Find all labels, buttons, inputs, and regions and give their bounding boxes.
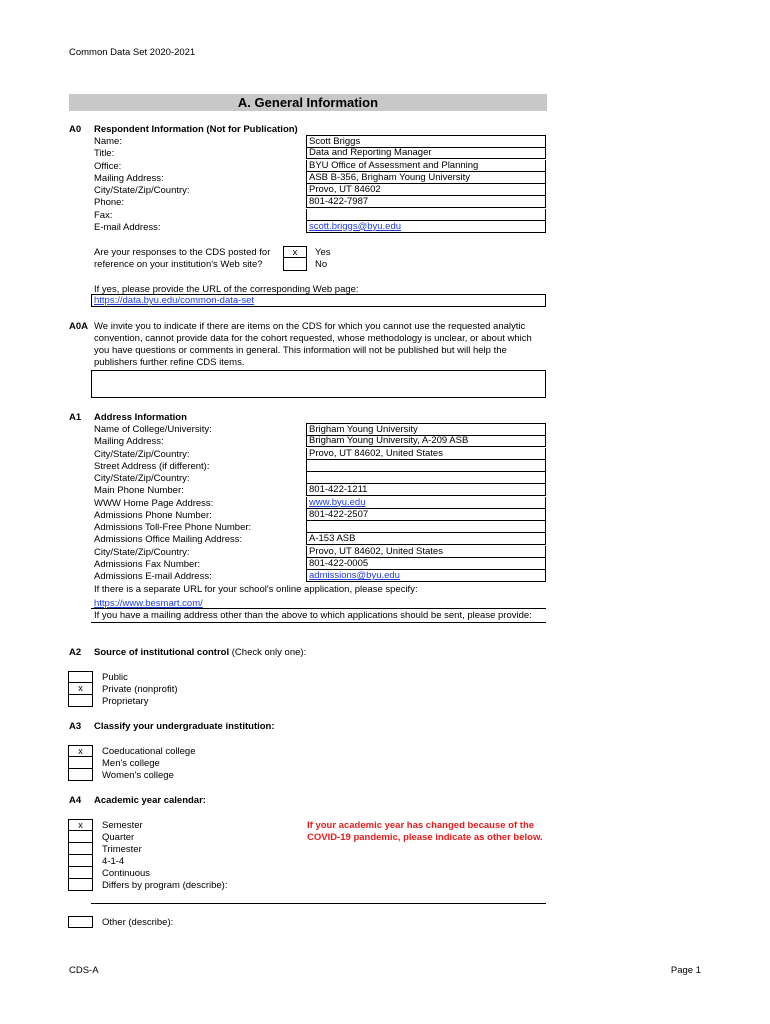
a0-row-label: Fax: (94, 209, 113, 221)
a0a-code: A0A (69, 321, 89, 332)
a1-row-value[interactable]: admissions@byu.edu (309, 570, 400, 581)
a1-row-label: Admissions Office Mailing Address: (94, 534, 243, 546)
a1-heading: Address Information (94, 412, 187, 423)
a1-row-field[interactable] (306, 472, 546, 484)
a4-option-label: Differs by program (describe): (102, 880, 228, 891)
a0-row-label: E-mail Address: (94, 221, 161, 233)
other-mailing-question: If you have a mailing address other than the above to which applications should be sent, please provide: (94, 610, 532, 621)
a1-row-label: City/State/Zip/Country: (94, 473, 190, 484)
a1-row-field[interactable] (306, 497, 546, 509)
document-header: Common Data Set 2020-2021 (69, 47, 196, 58)
a0-row-field[interactable] (306, 135, 546, 148)
a3-option-checkbox[interactable] (68, 769, 93, 781)
posted-question-line1: Are your responses to the CDS posted for (94, 247, 271, 258)
a2-code: A2 (69, 647, 82, 658)
a0-row-field[interactable] (306, 209, 546, 221)
a0a-text-line3: you have questions or comments in general. This information will not be published but will help the (94, 345, 507, 356)
a1-row-label: Admissions Phone Number: (94, 509, 212, 521)
a0-row-label: Title: (94, 148, 115, 160)
a4-option-checkbox[interactable] (68, 831, 93, 843)
a0-heading: Respondent Information (Not for Publication) (94, 124, 298, 135)
url-link[interactable]: https://data.byu.edu/common-data-set (94, 295, 255, 306)
a4-option-checkbox[interactable] (68, 879, 93, 891)
a0a-text-line1: We invite you to indicate if there are items on the CDS for which you cannot use the requested analytic (94, 321, 526, 332)
a1-code: A1 (69, 412, 82, 423)
covid-notice-line2: COVID-19 pandemic, please indicate as other below. (307, 832, 543, 843)
a0-row-value: 801-422-7987 (309, 196, 369, 208)
a1-row-label: City/State/Zip/Country: (94, 448, 190, 460)
url-question: If yes, please provide the URL of the corresponding Web page: (94, 284, 359, 295)
a2-heading: Source of institutional control (94, 647, 230, 658)
a1-row-label: Name of College/University: (94, 424, 212, 435)
a1-row-label: Street Address (if different): (94, 460, 210, 472)
a4-other-label: Other (describe): (102, 917, 174, 928)
a1-row-label: Mailing Address: (94, 436, 164, 448)
a1-row-label: Admissions Fax Number: (94, 558, 201, 570)
section-title: A. General Information (69, 94, 547, 111)
a0-row-field[interactable] (306, 184, 546, 196)
a0-row-field[interactable] (306, 160, 546, 172)
a2-heading-suffix: (Check only one): (229, 647, 307, 658)
a2-option-checkbox[interactable] (68, 695, 93, 707)
divider (91, 903, 546, 904)
a3-code: A3 (69, 721, 82, 732)
footer-left: CDS-A (69, 965, 99, 976)
yes-label: Yes (315, 247, 331, 258)
a0-row-label: Name: (94, 136, 122, 147)
a0a-text-line4: publishers further refine CDS items. (94, 357, 245, 368)
a1-row-field[interactable] (306, 509, 546, 521)
a0-row-field[interactable] (306, 147, 546, 159)
a1-row-value: A-153 ASB (309, 533, 356, 545)
no-label: No (315, 259, 328, 270)
a1-row-field[interactable] (306, 423, 546, 436)
footer-page-number: Page 1 (670, 965, 701, 976)
a3-heading: Classify your undergraduate institution: (94, 721, 275, 732)
a1-row-field[interactable] (306, 484, 546, 496)
a0-row-label: Office: (94, 160, 122, 172)
a3-option-checkbox[interactable]: x (68, 745, 93, 757)
a0-row-value: Provo, UT 84602 (309, 184, 381, 195)
a4-option-checkbox[interactable]: x (68, 819, 93, 831)
a1-row-label: Admissions E-mail Address: (94, 571, 212, 582)
a1-row-label: Admissions Toll-Free Phone Number: (94, 522, 252, 533)
a2-option-checkbox[interactable]: x (68, 683, 93, 695)
a1-row-value: Brigham Young University, A-209 ASB (309, 435, 469, 447)
a1-row-value: 801-422-0005 (309, 557, 369, 569)
a1-row-value: 801-422-2507 (309, 508, 369, 520)
yes-checkbox[interactable]: x (283, 246, 307, 258)
a2-option-label: Private (nonprofit) (102, 684, 178, 695)
a4-option-label: Quarter (102, 832, 135, 843)
covid-notice-line1: If your academic year has changed because of the (307, 820, 535, 831)
a0-row-field[interactable] (306, 172, 546, 184)
a4-other-checkbox[interactable] (68, 916, 93, 928)
online-app-question: If there is a separate URL for your school's online application, please specify: (94, 584, 418, 595)
posted-question-line2: reference on your institution's Web site? (94, 259, 263, 270)
a1-row-value: Brigham Young University (309, 424, 418, 435)
a1-row-value: Provo, UT 84602, United States (309, 447, 443, 459)
a1-row-field[interactable] (306, 546, 546, 558)
a1-row-field[interactable] (306, 570, 546, 582)
a1-row-field[interactable] (306, 521, 546, 533)
a2-option-label: Proprietary (102, 696, 149, 707)
a0-row-field[interactable] (306, 221, 546, 233)
a0-code: A0 (69, 124, 82, 135)
a2-heading-wrap (94, 647, 306, 658)
a3-option-label: Women's college (102, 770, 174, 781)
a0a-text-line2: convention, cannot provide data for the cohort requested, whose methodology is unclear, or about which (94, 333, 532, 344)
a1-row-value: Provo, UT 84602, United States (309, 545, 443, 557)
a0a-comment-box[interactable] (91, 370, 546, 398)
divider (91, 608, 546, 609)
a1-row-value[interactable]: www.byu.edu (309, 496, 366, 508)
a1-row-field[interactable] (306, 558, 546, 570)
a0-row-value: BYU Office of Assessment and Planning (309, 159, 479, 171)
url-field[interactable] (91, 294, 546, 307)
a1-row-field[interactable] (306, 435, 546, 447)
a1-row-field[interactable] (306, 448, 546, 460)
a3-option-checkbox[interactable] (68, 757, 93, 769)
a4-option-label: Semester (102, 820, 143, 831)
a0-row-value: ASB B-356, Brigham Young University (309, 171, 471, 183)
a4-option-checkbox[interactable] (68, 867, 93, 879)
a1-row-label: City/State/Zip/Country: (94, 546, 190, 558)
a3-option-label: Coeducational college (102, 746, 196, 757)
a3-option-label: Men's college (102, 758, 160, 769)
a4-option-label: Trimester (102, 844, 142, 855)
a0-row-value: Scott Briggs (309, 136, 361, 147)
a0-row-value: Data and Reporting Manager (309, 147, 432, 159)
no-checkbox[interactable] (283, 258, 307, 271)
a0-row-value[interactable]: scott.briggs@byu.edu (309, 220, 402, 232)
a1-row-label: WWW Home Page Address: (94, 497, 214, 509)
online-app-url[interactable]: https://www.besmart.com/ (94, 598, 203, 609)
a4-code: A4 (69, 795, 82, 806)
a0-row-label: Mailing Address: (94, 172, 164, 184)
a0-row-label: City/State/Zip/Country: (94, 185, 190, 196)
a1-row-field[interactable] (306, 460, 546, 472)
a4-option-checkbox[interactable] (68, 843, 93, 855)
a4-option-label: 4-1-4 (102, 856, 125, 867)
a0-row-label: Phone: (94, 197, 125, 209)
a4-heading: Academic year calendar: (94, 795, 206, 806)
a4-option-checkbox[interactable] (68, 855, 93, 867)
a0-row-field[interactable] (306, 196, 546, 208)
a1-row-value: 801-422-1211 (309, 484, 368, 496)
a2-option-label: Public (102, 672, 128, 683)
a1-row-label: Main Phone Number: (94, 485, 184, 497)
a2-option-checkbox[interactable] (68, 671, 93, 683)
a4-option-label: Continuous (102, 868, 151, 879)
a1-row-field[interactable] (306, 533, 546, 545)
divider (91, 622, 546, 623)
